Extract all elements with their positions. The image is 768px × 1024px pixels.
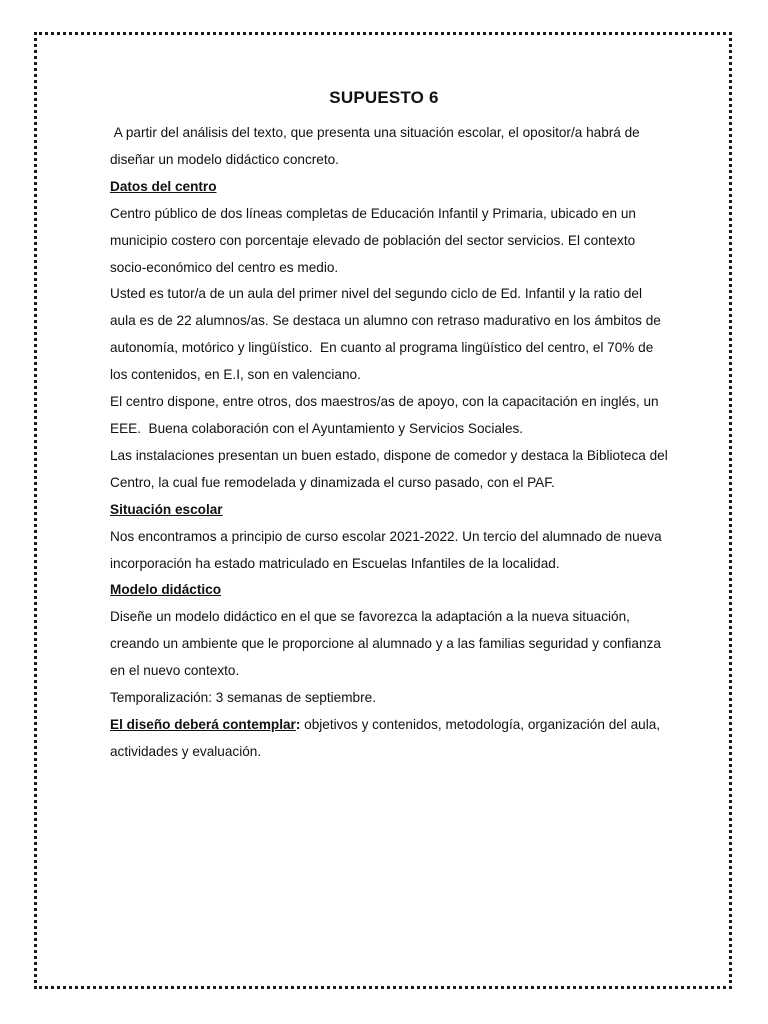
modelo-paragraph-2: Temporalización: 3 semanas de septiembre. bbox=[110, 690, 376, 706]
modelo-paragraph-1: Diseñe un modelo didáctico en el que se favorezca la adaptación a la nueva situación, creando un ambiente que le proporcione al alumnado y a las familias seguridad y confianza en el nuevo contexto. bbox=[110, 609, 661, 679]
datos-paragraph-4: Las instalaciones presentan un buen estado, dispone de comedor y destaca la Biblioteca del Centro, la cual fue remodelada y dinamizada el curso pasado, con el PAF. bbox=[110, 447, 668, 490]
document-title: SUPUESTO 6 bbox=[329, 88, 439, 107]
final-text: objetivos y contenidos, metodología, organización del aula, actividades y evaluación. bbox=[110, 716, 664, 759]
heading-datos-del-centro: Datos del centro bbox=[110, 178, 217, 194]
situacion-paragraph-1: Nos encontramos a principio de curso escolar 2021-2022. Un tercio del alumnado de nueva incorporación ha estado matriculado en Escuelas Infantiles de la localidad. bbox=[110, 528, 662, 571]
datos-paragraph-1: Centro público de dos líneas completas de Educación Infantil y Primaria, ubicado en un municipio costero con porcentaje elevado de población del sector servicios. El contexto socio-económico del centro es medio. bbox=[110, 205, 636, 275]
heading-situacion-escolar: Situación escolar bbox=[110, 501, 223, 517]
datos-paragraph-3: El centro dispone, entre otros, dos maestros/as de apoyo, con la capacitación en inglés, un EEE. Buena colaboración con el Ayuntamiento y Servicios Sociales. bbox=[110, 394, 663, 436]
heading-diseno-debera-contemplar: El diseño deberá contemplar bbox=[110, 716, 296, 732]
modelo-final-paragraph bbox=[110, 712, 670, 766]
datos-paragraph-2: Usted es tutor/a de un aula del primer nivel del segundo ciclo de Ed. Infantil y la ratio del aula es de 22 alumnos/as. Se destaca un alumno con retraso madurativo en los ámbitos de autonomía, motórico y lingüístico. En cuanto al programa lingüístico del centro, el 70% de los contenidos, en E.I, son en valenciano. bbox=[110, 286, 665, 383]
intro-paragraph: A partir del análisis del texto, que presenta una situación escolar, el opositor/a habrá de diseñar un modelo didáctico concreto. bbox=[110, 125, 644, 167]
heading-modelo-didactico: Modelo didáctico bbox=[110, 582, 222, 598]
final-colon: : bbox=[295, 716, 301, 732]
document-body bbox=[110, 120, 670, 766]
